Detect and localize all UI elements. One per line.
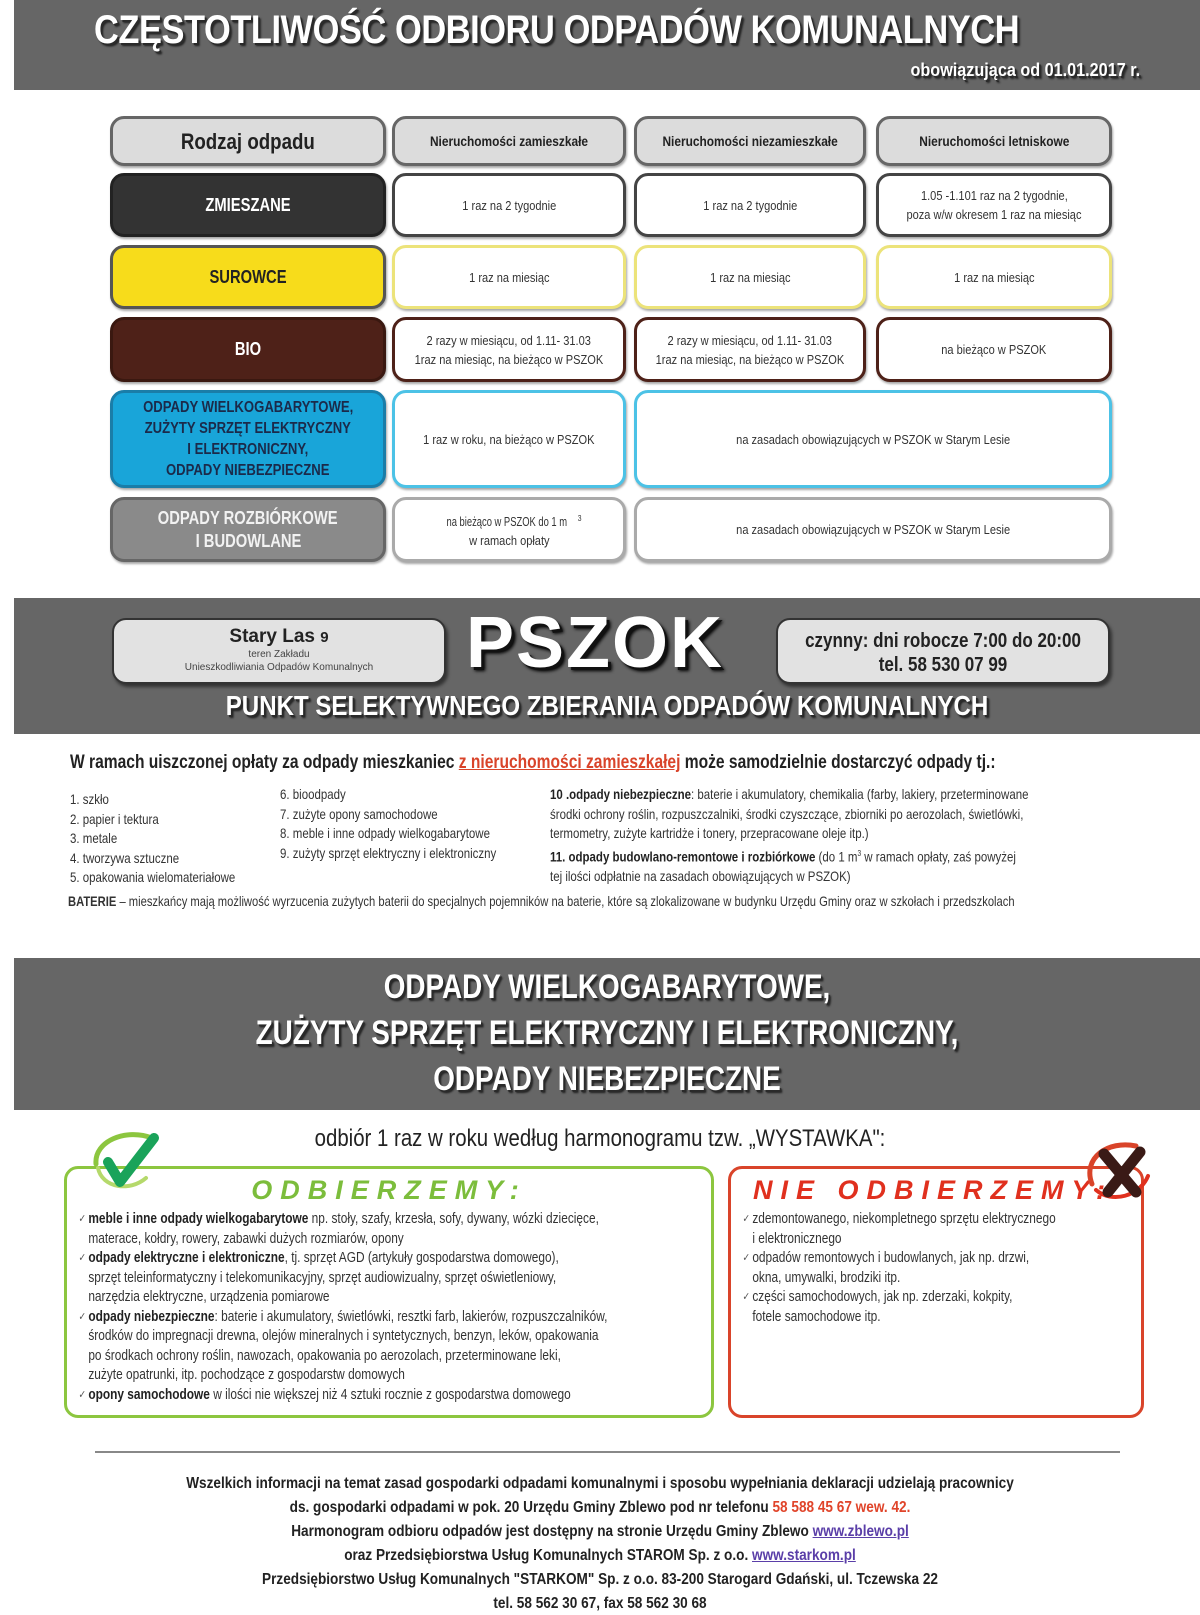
list-item: ✓ części samochodowych, jak np. zderzaki, kokpity, fotele samochodowe itp. bbox=[742, 1288, 1141, 1327]
table-cell: 1 raz na miesiąc bbox=[392, 245, 626, 309]
table-cell: 2 razy w miesiącu, od 1.11- 31.03 1raz na miesiąc, na bieżąco w PSZOK bbox=[634, 317, 866, 382]
row-label-construction: ODPADY ROZBIÓRKOWE I BUDOWLANE bbox=[110, 497, 386, 562]
checkmark-icon bbox=[86, 1126, 166, 1196]
list-item: 10 .odpady niebezpieczne: baterie i akumulatory, chemikalia (farby, lakiery, przeterminowane bbox=[550, 786, 1029, 802]
table-header-non-residential: Nieruchomości niezamieszkałe bbox=[634, 116, 866, 166]
list-item: 2. papier i tektura bbox=[70, 810, 159, 827]
header-banner bbox=[14, 0, 1200, 90]
row-label-mixed: ZMIESZANE bbox=[110, 173, 386, 237]
list-item: 1. szkło bbox=[70, 791, 109, 807]
table-cell: 1 raz na 2 tygodnie bbox=[392, 173, 626, 237]
table-header-waste-type: Rodzaj odpadu bbox=[110, 116, 386, 166]
list-item: ✓ odpady niebezpieczne: baterie i akumulatory, świetlówki, resztki farb, lakierów, rozpuszczalników, środków do impregnacji drewna, olejów mineralnych i syntetycznych, benzyn, leków, opakowania po środkach ochrony roślin, nawozach, opakowania po aerozolach, przeterminowane leki, zużyte opatrunki, itp. pochodzące z gospodarstw domowych bbox=[78, 1308, 711, 1386]
list-item: 5. opakowania wielomateriałowe bbox=[70, 869, 236, 885]
page-subtitle: obowiązująca od 01.01.2017 r. bbox=[910, 60, 1140, 80]
table-cell: na bieżąco w PSZOK bbox=[876, 317, 1112, 382]
row-label-bio: BIO bbox=[110, 317, 386, 382]
divider bbox=[95, 1451, 1120, 1453]
waste-list-col3: 10 .odpady niebezpieczne: baterie i akumulatory, chemikalia (farby, lakiery, przeterminowane środki ochrony roślin, rozpuszczalniki, środki czyszczące, zbiorniki po aerozolach, świetlówki, termometry, zużyte kartridże i tonery, przepracowane oleje itp.) 11. odpady budowlano-remontowe i rozbiórkowe (do 1 $m^3$ w ramach opłaty, zaś powyżej tej ilości odpłatnie na zasadach obowiązujących w PSZOK) bbox=[550, 786, 1029, 884]
list-item: ✓ opony samochodowe w ilości nie większej niż 4 sztuki rocznie z gospodarstwa domowego bbox=[78, 1386, 711, 1406]
table-cell: na bieżąco w PSZOK do 1 m $^3$ w ramach opłaty bbox=[392, 497, 626, 562]
table-cell: 1 raz na miesiąc bbox=[876, 245, 1112, 309]
batteries-note: BATERIE – mieszkańcy mają możliwość wyrzucenia zużytych baterii do specjalnych pojemników na baterie, które są zlokalizowane w budynku Urzędu Gminy oraz w szkołach i przedszkolach bbox=[68, 893, 1015, 909]
table-cell: na zasadach obowiązujących w PSZOK w Starym Lesie bbox=[634, 497, 1112, 562]
pszok-hours-box: czynny: dni robocze 7:00 do 20:00 tel. 58 530 07 99 bbox=[776, 618, 1110, 684]
list-item: ✓ zdemontowanego, niekompletnego sprzętu elektrycznego i elektronicznego bbox=[742, 1210, 1141, 1249]
table-cell: na zasadach obowiązujących w PSZOK w Starym Lesie bbox=[634, 390, 1112, 488]
cross-icon bbox=[1078, 1136, 1158, 1206]
list-item: 3. metale bbox=[70, 830, 118, 846]
waste-list-col1 bbox=[70, 790, 235, 888]
list-item: ✓ odpady elektryczne i elektroniczne, tj. sprzęt AGD (artykuły gospodarstwa domowego), sprzęt teleinformatyczny i telekomunikacyjny, sprzęt audiowizualny, sprzęt oświetleniowy, narzędzia elektryczne, urządzenia pomiarowe bbox=[78, 1249, 711, 1308]
waste-list-col2 bbox=[280, 785, 496, 863]
bulky-banner: ODPADY WIELKOGABARYTOWE, ZUŻYTY SPRZĘT ELEKTRYCZNY I ELEKTRONICZNY, ODPADY NIEBEZPIECZNE bbox=[14, 958, 1200, 1110]
table-cell: 2 razy w miesiącu, od 1.11- 31.03 1raz na miesiąc, na bieżąco w PSZOK bbox=[392, 317, 626, 382]
table-cell: 1.05 -1.101 raz na 2 tygodnie, poza w/w okresem 1 raz na miesiąc bbox=[876, 173, 1112, 237]
list-item: 4. tworzywa sztuczne bbox=[70, 849, 180, 866]
table-cell: 1 raz na miesiąc bbox=[634, 245, 866, 309]
starkom-link[interactable]: www.starkom.pl bbox=[752, 1547, 856, 1564]
row-label-recyclables: SUROWCE bbox=[110, 245, 386, 309]
row-label-bulky: ODPADY WIELKOGABARYTOWE, ZUŻYTY SPRZĘT ELEKTRYCZNY I ELEKTRONICZNY, ODPADY NIEBEZPIECZNE bbox=[110, 390, 386, 488]
table-cell: 1 raz w roku, na bieżąco w PSZOK bbox=[392, 390, 626, 488]
rejected-list bbox=[731, 1210, 1141, 1327]
rejected-title: NIE ODBIERZEMY: bbox=[753, 1175, 1114, 1205]
accepted-title: ODBIERZEMY: bbox=[251, 1175, 527, 1205]
table-header-holiday: Nieruchomości letniskowe bbox=[876, 116, 1112, 166]
table-header-residential: Nieruchomości zamieszkałe bbox=[392, 116, 626, 166]
info-heading: W ramach uiszczonej opłaty za odpady mieszkaniec z nieruchomości zamieszkałej może samodzielnie dostarczyć odpady tj.: bbox=[70, 752, 996, 773]
list-item: 6. bioodpady bbox=[280, 786, 346, 802]
page-title: CZĘSTOTLIWOŚĆ ODBIORU ODPADÓW KOMUNALNYCH bbox=[94, 8, 1020, 52]
table-cell: 1 raz na 2 tygodnie bbox=[634, 173, 866, 237]
zblewo-link[interactable]: www.zblewo.pl bbox=[812, 1523, 909, 1540]
list-item: 7. zużyte opony samochodowe bbox=[280, 805, 438, 822]
list-item: 8. meble i inne odpady wielkogabarytowe bbox=[280, 825, 490, 841]
list-item: ✓ meble i inne odpady wielkogabarytowe np. stoły, szafy, krzesła, sofy, dywany, wózki dziecięce, materace, kołdry, rowery, zabawki dużych rozmiarów, opony bbox=[78, 1210, 711, 1249]
accepted-list bbox=[67, 1210, 711, 1405]
wystawka-schedule: odbiór 1 raz w roku według harmonogramu tzw. „WYSTAWKA": bbox=[314, 1125, 886, 1152]
list-item: 11. odpady budowlano-remontowe i rozbiórkowe (do 1 $m^3$ w ramach opłaty, zaś powyżej bbox=[550, 848, 1016, 865]
list-item: ✓ odpadów remontowych i budowlanych, jak np. drzwi, okna, umywalki, brodziki itp. bbox=[742, 1249, 1141, 1288]
pszok-logo: PSZOK bbox=[466, 603, 725, 683]
accepted-box bbox=[64, 1166, 714, 1418]
pszok-banner bbox=[14, 598, 1200, 734]
list-item: 9. zużyty sprzęt elektryczny i elektroniczny bbox=[280, 844, 497, 861]
pszok-address-box: Stary Las 9 teren Zakładu Unieszkodliwiania Odpadów Komunalnych bbox=[112, 618, 446, 684]
footer: Wszelkich informacji na temat zasad gospodarki odpadami komunalnymi i sposobu wypełniania deklaracji udzielają pracownicy ds. gospodarki odpadami w pok. 20 Urzędu Gminy Zblewo pod nr telefonu 58 588 45 67 wew. 42. Harmonogram odbioru odpadów jest dostępny na stronie Urzędu Gminy Zblewo www.zblewo.pl oraz Przedsiębiorstwa Usług Komunalnych STAROM Sp. z o.o. www.starkom.pl Przedsiębiorstwo Usług Komunalnych "STARKOM" Sp. z o.o. 83-200 Starogard Gdański, ul. Tczewska 22 tel. 58 562 30 67, fax 58 562 30 68 bbox=[186, 1475, 1014, 1612]
phone-number: 58 588 45 67 wew. 42. bbox=[772, 1499, 911, 1516]
pszok-full-name: PUNKT SELEKTYWNEGO ZBIERANIA ODPADÓW KOMUNALNYCH bbox=[225, 690, 989, 721]
